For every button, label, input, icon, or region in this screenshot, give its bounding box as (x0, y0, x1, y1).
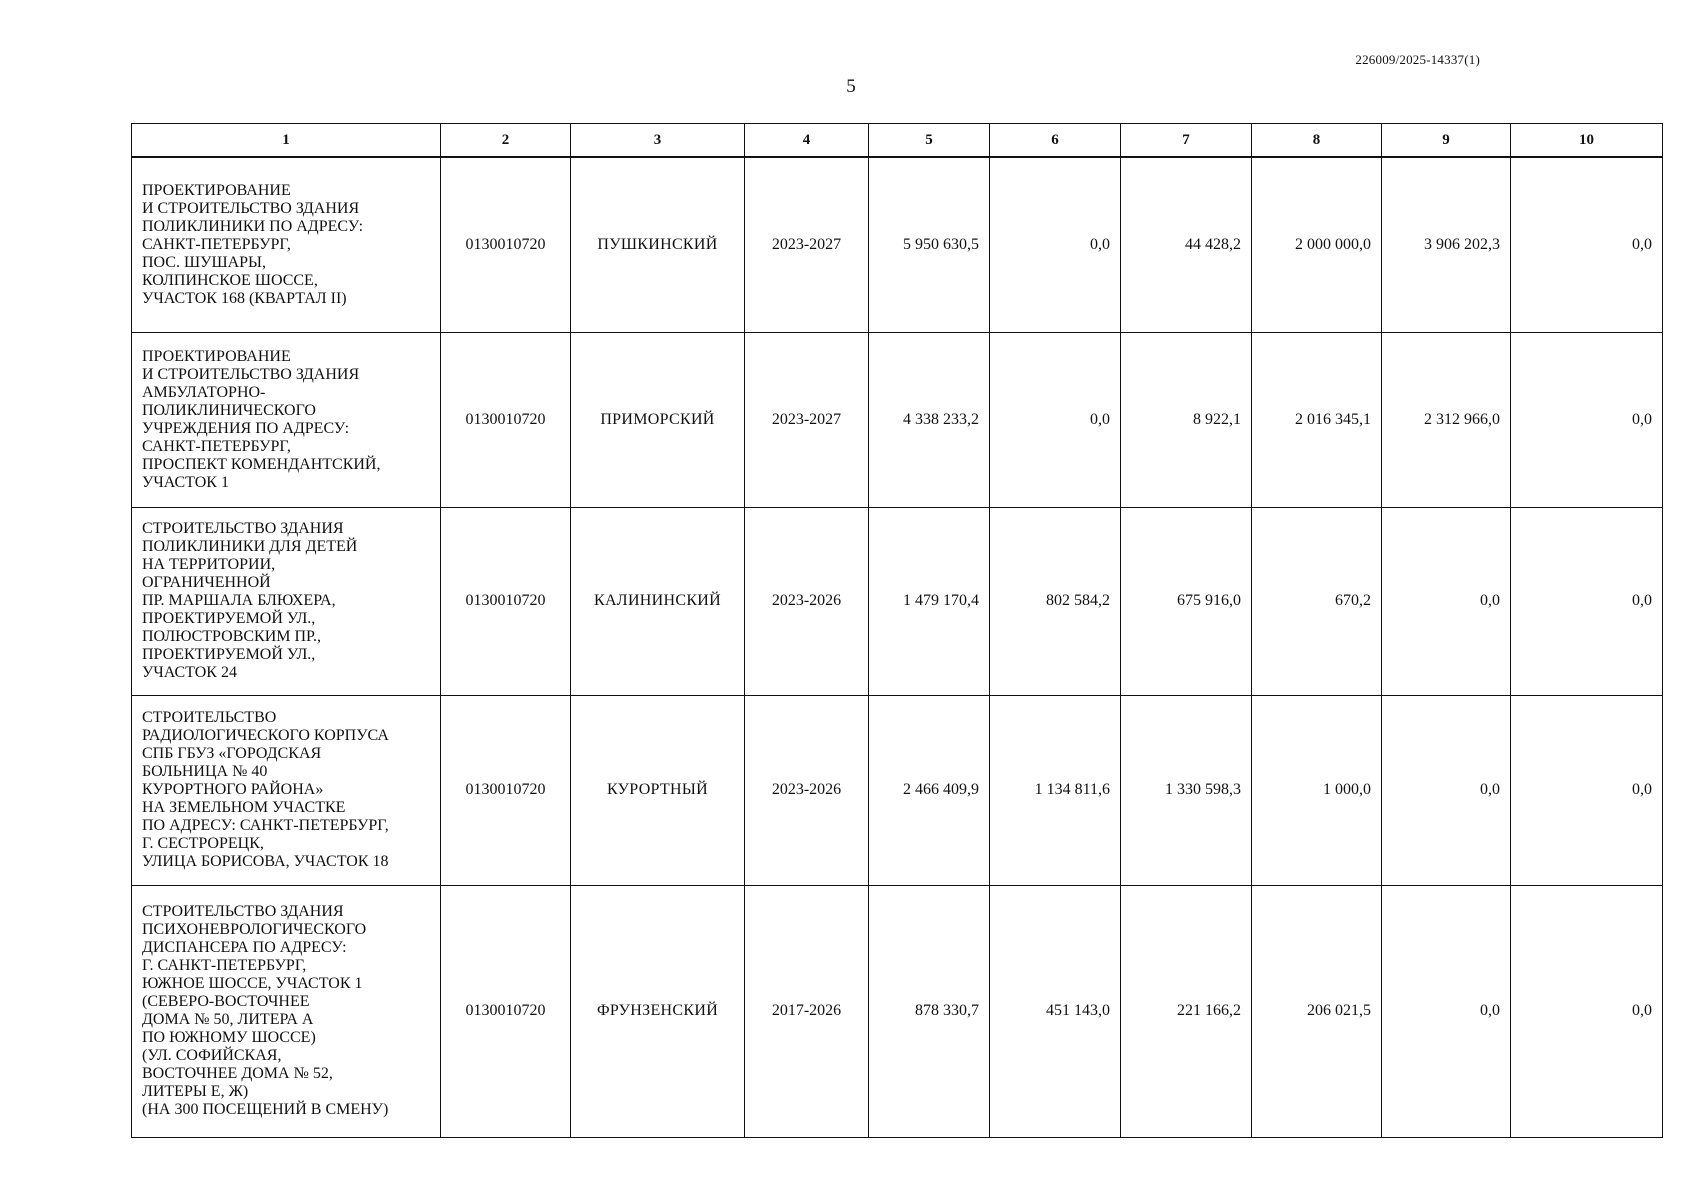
table-row (132, 157, 1663, 332)
column-header-1: 1 (132, 124, 441, 158)
value-cell-9: 3 906 202,3 (1382, 157, 1511, 332)
value-cell-7: 221 166,2 (1121, 885, 1252, 1137)
value-cell-7: 44 428,2 (1121, 157, 1252, 332)
value-cell-9: 2 312 966,0 (1382, 332, 1511, 507)
column-header-4: 4 (745, 124, 869, 158)
code-cell: 0130010720 (441, 695, 571, 885)
value-cell-5: 2 466 409,9 (869, 695, 990, 885)
period-cell: 2023-2026 (745, 507, 869, 695)
value-cell-8: 206 021,5 (1252, 885, 1382, 1137)
table-row (132, 332, 1663, 507)
value-cell-10: 0,0 (1511, 157, 1663, 332)
column-header-5: 5 (869, 124, 990, 158)
page-number: 5 (846, 76, 856, 97)
document-number: 226009/2025-14337(1) (1355, 52, 1480, 67)
value-cell-5: 4 338 233,2 (869, 332, 990, 507)
object-name-cell: СТРОИТЕЛЬСТВО РАДИОЛОГИЧЕСКОГО КОРПУСА СПБ ГБУЗ «ГОРОДСКАЯ БОЛЬНИЦА № 40 КУРОРТНОГО РАЙОНА» НА ЗЕМЕЛЬНОМ УЧАСТКЕ ПО АДРЕСУ: САНКТ-ПЕТЕРБУРГ, Г. СЕСТРОРЕЦК, УЛИЦА БОРИСОВА, УЧАСТОК 18 (132, 695, 441, 885)
header-row (132, 124, 1663, 158)
value-cell-8: 2 000 000,0 (1252, 157, 1382, 332)
value-cell-9: 0,0 (1382, 507, 1511, 695)
value-cell-6: 0,0 (990, 157, 1121, 332)
object-name-cell: СТРОИТЕЛЬСТВО ЗДАНИЯ ПСИХОНЕВРОЛОГИЧЕСКОГО ДИСПАНСЕРА ПО АДРЕСУ: Г. САНКТ-ПЕТЕРБУРГ, ЮЖНОЕ ШОССЕ, УЧАСТОК 1 (СЕВЕРО-ВОСТОЧНЕЕ ДОМА № 50, ЛИТЕРА А ПО ЮЖНОМУ ШОССЕ) (УЛ. СОФИЙСКАЯ, ВОСТОЧНЕЕ ДОМА № 52, ЛИТЕРЫ Е, Ж) (НА 300 ПОСЕЩЕНИЙ В СМЕНУ) (132, 885, 441, 1137)
district-cell: КАЛИНИНСКИЙ (571, 507, 745, 695)
column-header-3: 3 (571, 124, 745, 158)
district-cell: КУРОРТНЫЙ (571, 695, 745, 885)
value-cell-5: 878 330,7 (869, 885, 990, 1137)
column-header-6: 6 (990, 124, 1121, 158)
value-cell-6: 802 584,2 (990, 507, 1121, 695)
period-cell: 2023-2027 (745, 157, 869, 332)
code-cell: 0130010720 (441, 157, 571, 332)
value-cell-6: 451 143,0 (990, 885, 1121, 1137)
value-cell-6: 0,0 (990, 332, 1121, 507)
column-header-2: 2 (441, 124, 571, 158)
column-header-7: 7 (1121, 124, 1252, 158)
table-row (132, 695, 1663, 885)
value-cell-10: 0,0 (1511, 332, 1663, 507)
value-cell-10: 0,0 (1511, 507, 1663, 695)
column-header-9: 9 (1382, 124, 1511, 158)
object-name-cell: СТРОИТЕЛЬСТВО ЗДАНИЯ ПОЛИКЛИНИКИ ДЛЯ ДЕТЕЙ НА ТЕРРИТОРИИ, ОГРАНИЧЕННОЙ ПР. МАРШАЛА БЛЮХЕРА, ПРОЕКТИРУЕМОЙ УЛ., ПОЛЮСТРОВСКИМ ПР., ПРОЕКТИРУЕМОЙ УЛ., УЧАСТОК 24 (132, 507, 441, 695)
column-header-8: 8 (1252, 124, 1382, 158)
district-cell: ФРУНЗЕНСКИЙ (571, 885, 745, 1137)
value-cell-6: 1 134 811,6 (990, 695, 1121, 885)
table-row (132, 507, 1663, 695)
period-cell: 2023-2026 (745, 695, 869, 885)
period-cell: 2023-2027 (745, 332, 869, 507)
value-cell-7: 1 330 598,3 (1121, 695, 1252, 885)
value-cell-5: 5 950 630,5 (869, 157, 990, 332)
value-cell-8: 1 000,0 (1252, 695, 1382, 885)
value-cell-8: 670,2 (1252, 507, 1382, 695)
value-cell-5: 1 479 170,4 (869, 507, 990, 695)
value-cell-10: 0,0 (1511, 885, 1663, 1137)
code-cell: 0130010720 (441, 332, 571, 507)
value-cell-7: 8 922,1 (1121, 332, 1252, 507)
object-name-cell: ПРОЕКТИРОВАНИЕ И СТРОИТЕЛЬСТВО ЗДАНИЯ АМБУЛАТОРНО- ПОЛИКЛИНИЧЕСКОГО УЧРЕЖДЕНИЯ ПО АДРЕСУ: САНКТ-ПЕТЕРБУРГ, ПРОСПЕКТ КОМЕНДАНТСКИЙ, УЧАСТОК 1 (132, 332, 441, 507)
value-cell-10: 0,0 (1511, 695, 1663, 885)
table-row (132, 885, 1663, 1137)
code-cell: 0130010720 (441, 885, 571, 1137)
code-cell: 0130010720 (441, 507, 571, 695)
object-name-cell: ПРОЕКТИРОВАНИЕ И СТРОИТЕЛЬСТВО ЗДАНИЯ ПОЛИКЛИНИКИ ПО АДРЕСУ: САНКТ-ПЕТЕРБУРГ, ПОС. ШУШАРЫ, КОЛПИНСКОЕ ШОССЕ, УЧАСТОК 168 (КВАРТАЛ II) (132, 157, 441, 332)
district-cell: ПРИМОРСКИЙ (571, 332, 745, 507)
period-cell: 2017-2026 (745, 885, 869, 1137)
value-cell-7: 675 916,0 (1121, 507, 1252, 695)
district-cell: ПУШКИНСКИЙ (571, 157, 745, 332)
value-cell-9: 0,0 (1382, 695, 1511, 885)
column-header-10: 10 (1511, 124, 1663, 158)
value-cell-9: 0,0 (1382, 885, 1511, 1137)
value-cell-8: 2 016 345,1 (1252, 332, 1382, 507)
object-table (131, 123, 1663, 1138)
